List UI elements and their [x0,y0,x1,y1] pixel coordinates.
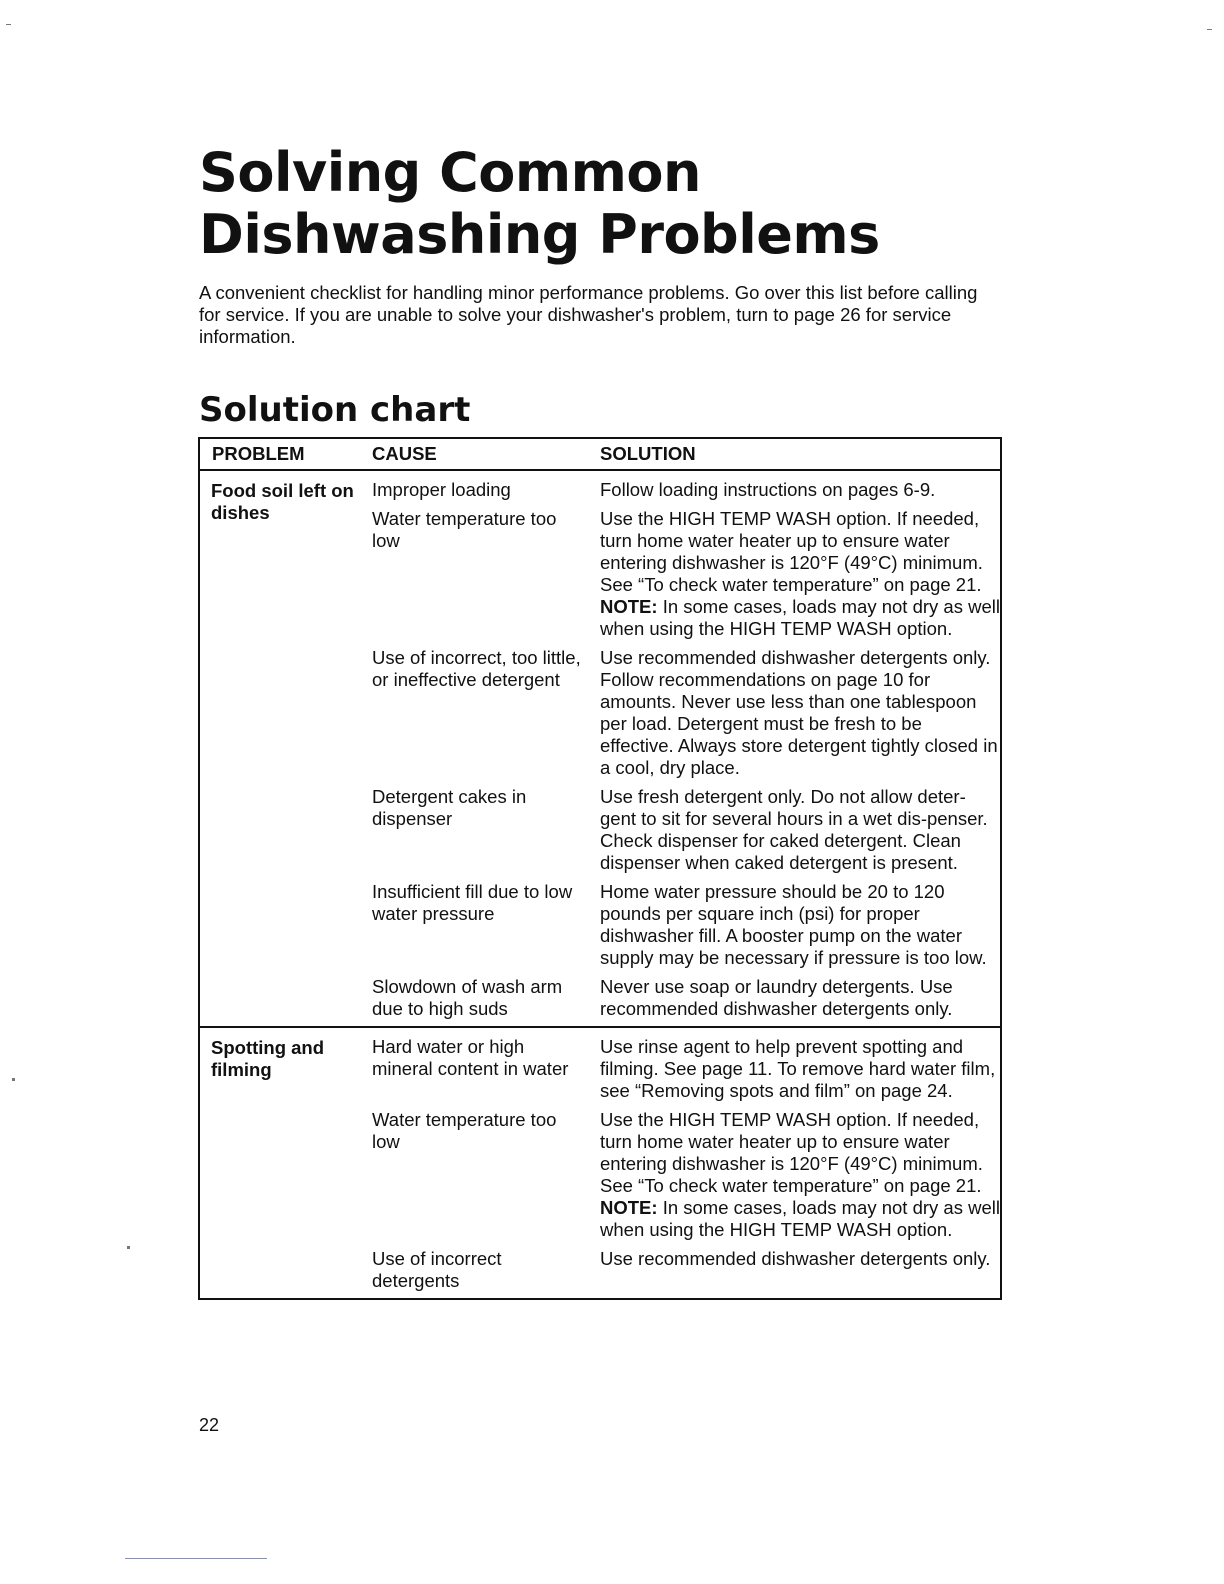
solution-cell [600,507,1000,640]
intro-paragraph: A convenient checklist for handling minor performance problems. Go over this list before calling for service. If you are unable to solve your dishwasher's problem, turn to page 26 for service information. [199,282,978,347]
note-label: NOTE: [600,596,658,617]
solution-cell: Never use soap or laundry detergents. Use recommended dishwasher detergents only. [600,976,953,1019]
table-header-row [200,439,1000,471]
cause-cell: Slowdown of wash arm due to high suds [372,976,563,1019]
cause-cell: Hard water or high mineral content in water [372,1036,569,1079]
solution-cell: Home water pressure should be 20 to 120 pounds per square inch (psi) for proper dishwasher fill. A booster pump on the water supply may be necessary if pressure is too low. [600,881,987,968]
table-row [200,975,1000,1020]
solution-cell: Use fresh detergent only. Do not allow deter-gent to sit for several hours in a wet dis-penser. Check dispenser for caked detergent. Clean dispenser when caked detergent is present. [600,786,988,873]
solution-text: Use the HIGH TEMP WASH option. If needed, turn home water heater up to ensure water entering dishwasher is 120°F (49°C) minimum. See “To check water temperature” on page 21. [600,508,983,595]
problem-label: Food soil left on dishes [211,480,354,523]
solution-chart-table [198,437,1002,1300]
cause-cell: Detergent cakes in dispenser [372,786,527,829]
cause-cell: Insufficient fill due to low water pressure [372,881,573,924]
note-text: In some cases, loads may not dry as well when using the HIGH TEMP WASH option. [600,596,1000,639]
note-text: In some cases, loads may not dry as well when using the HIGH TEMP WASH option. [600,1197,1000,1240]
table-row [200,880,1000,969]
header-cause: CAUSE [372,443,437,464]
problem-group-spotting [200,1026,1000,1298]
cause-cell: Improper loading [372,479,511,500]
scan-artifact [1207,29,1212,30]
scan-artifact [12,1078,15,1081]
cause-cell: Water temperature too low [372,508,557,551]
page-title [199,142,880,266]
solution-cell: Use recommended dishwasher detergents only. [600,1248,991,1269]
problem-group-food-soil [200,471,1000,1026]
solution-cell: Follow loading instructions on pages 6-9. [600,479,936,500]
table-row [200,646,1000,779]
scan-artifact [127,1246,130,1249]
page-title-line-1: Solving Common [199,141,701,204]
table-row [200,785,1000,874]
page-title-line-2: Dishwashing Problems [199,203,880,266]
header-solution: SOLUTION [600,443,696,464]
cause-cell: Use of incorrect, too little, or ineffective detergent [372,647,581,690]
cause-cell: Use of incorrect detergents [372,1248,502,1291]
note-label: NOTE: [600,1197,658,1218]
solution-cell: Use rinse agent to help prevent spotting and filming. See page 11. To remove hard water film, see “Removing spots and film” on page 24. [600,1036,996,1101]
problem-label: Spotting and filming [211,1037,325,1080]
solution-text: Use the HIGH TEMP WASH option. If needed, turn home water heater up to ensure water entering dishwasher is 120°F (49°C) minimum. See “To check water temperature” on page 21. [600,1109,983,1196]
scan-artifact [125,1558,267,1559]
table-row [200,1108,1000,1241]
solution-cell [600,1108,1000,1241]
scan-artifact [6,24,11,25]
header-problem: PROBLEM [212,443,305,464]
page-number: 22 [199,1415,220,1435]
table-row [200,1247,1000,1292]
cause-cell: Water temperature too low [372,1109,557,1152]
solution-cell: Use recommended dishwasher detergents only. Follow recommendations on page 10 for amounts. Never use less than one tablespoon per load. Detergent must be fresh to be effective. Always store detergent tightly closed in a cool, dry place. [600,647,998,778]
section-title: Solution chart [199,390,471,430]
table-row [200,507,1000,640]
